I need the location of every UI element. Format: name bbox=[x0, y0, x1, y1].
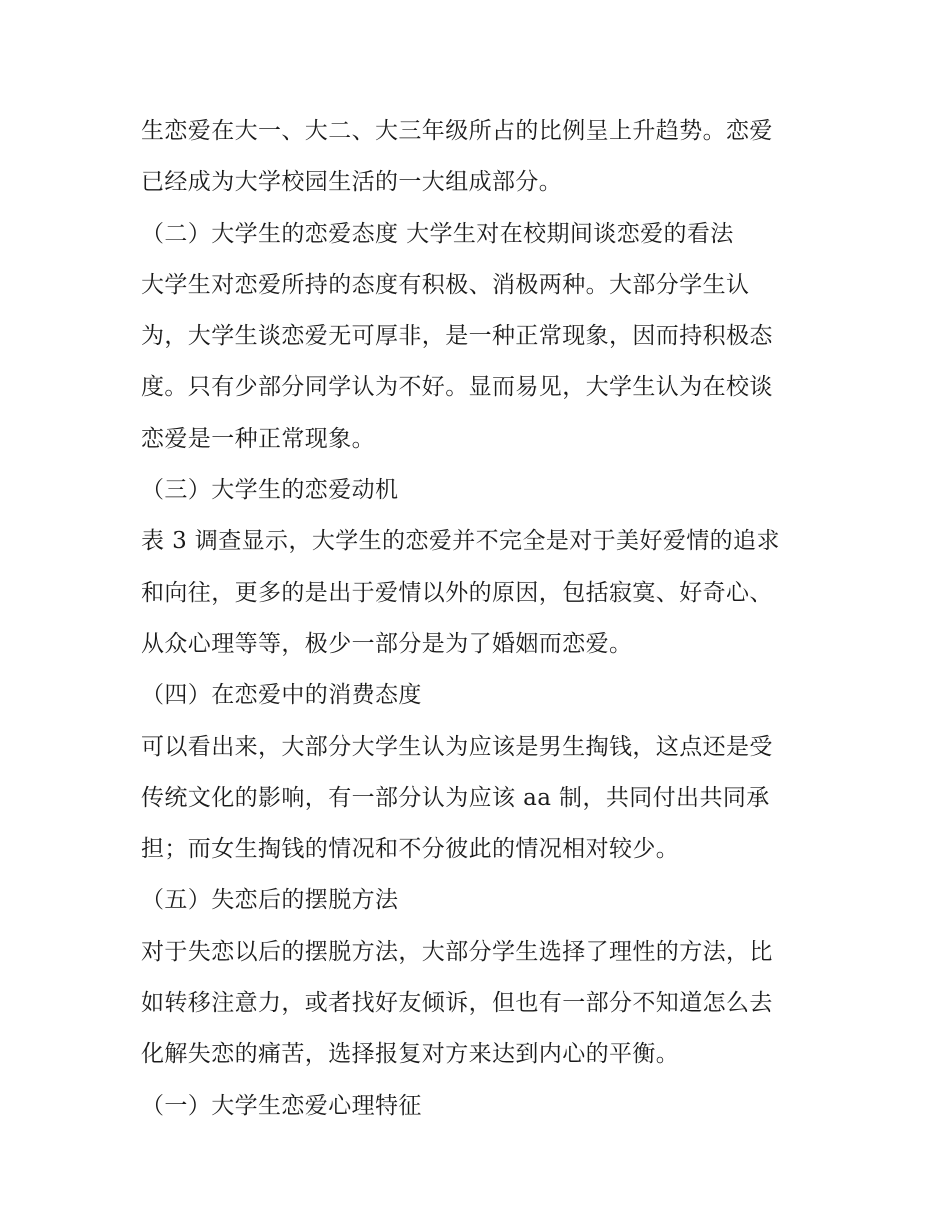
paragraph-line: 可以看出来，大部分大学生认为应该是男生掏钱，这点还是受 bbox=[141, 733, 773, 760]
section-heading: （四）在恋爱中的消费态度 bbox=[141, 682, 422, 709]
section-heading: （一）大学生恋爱心理特征 bbox=[141, 1092, 422, 1119]
paragraph-line: 生恋爱在大一、大二、大三年级所占的比例呈上升趋势。恋爱 bbox=[141, 118, 773, 144]
paragraph-line: 恋爱是一种正常现象。 bbox=[141, 425, 375, 452]
paragraph-line: 大学生对恋爱所持的态度有积极、消极两种。大部分学生认 bbox=[141, 271, 750, 298]
section-heading: （五）失恋后的摆脱方法 bbox=[141, 887, 399, 914]
paragraph-line: 从众心理等等，极少一部分是为了婚姻而恋爱。 bbox=[141, 630, 633, 657]
paragraph-line: 担；而女生掏钱的情况和不分彼此的情况相对较少。 bbox=[141, 836, 680, 863]
paragraph-line: 和向往，更多的是出于爱情以外的原因，包括寂寞、好奇心、 bbox=[141, 579, 773, 606]
paragraph-line: 传统文化的影响，有一部分认为应该 aa 制，共同付出共同承 bbox=[141, 784, 770, 811]
paragraph-line: 化解失恋的痛苦，选择报复对方来达到内心的平衡。 bbox=[141, 1041, 680, 1068]
paragraph-line: 已经成为大学校园生活的一大组成部分。 bbox=[141, 169, 563, 196]
paragraph-line: 度。只有少部分同学认为不好。显而易见，大学生认为在校谈 bbox=[141, 374, 773, 401]
paragraph-line: 对于失恋以后的摆脱方法，大部分学生选择了理性的方法，比 bbox=[141, 938, 773, 965]
paragraph-line: 表 3 调查显示，大学生的恋爱并不完全是对于美好爱情的追求 bbox=[141, 528, 780, 555]
document-body bbox=[141, 108, 821, 1134]
paragraph-line: 为，大学生谈恋爱无可厚非，是一种正常现象，因而持积极态 bbox=[141, 323, 773, 350]
paragraph-line: 如转移注意力，或者找好友倾诉，但也有一部分不知道怎么去 bbox=[141, 990, 773, 1017]
section-heading: （三）大学生的恋爱动机 bbox=[141, 477, 399, 504]
section-heading: （二）大学生的恋爱态度 大学生对在校期间谈恋爱的看法 bbox=[141, 220, 734, 247]
